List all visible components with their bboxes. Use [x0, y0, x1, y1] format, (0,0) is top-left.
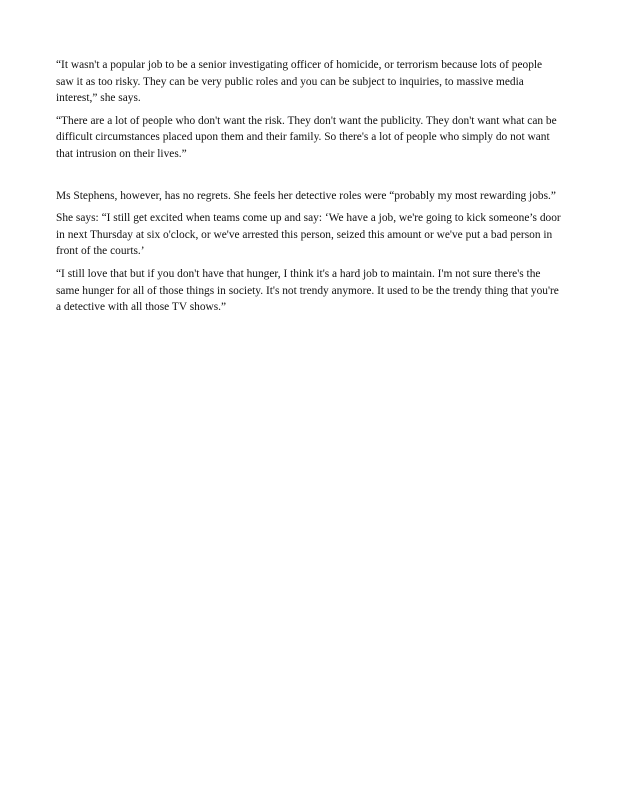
paragraph-still-excited: She says: “I still get excited when teams come up and say: ‘We have a job, we're going to kick someone’s door in next Thursday at six o'clock, or we've arrested this person, seized this amount or we've put a bad person in front of the courts.’ — [56, 212, 561, 258]
paragraph-popular-job: “It wasn't a popular job to be a senior investigating officer of homicide, or terrorism because lots of people saw it as too risky. They can be very public roles and you can be subject to inquiries, to massive media interest,” she says. — [56, 59, 543, 105]
article-body — [56, 57, 562, 322]
paragraph-hunger: “I still love that but if you don't have that hunger, I think it's a hard job to maintain. I'm not sure there's the same hunger for all of those things in society. It's not trendy anymore. It used to be the trendy thing that you're a detective with all those TV shows.” — [56, 267, 559, 314]
paragraph-no-regrets: Ms Stephens, however, has no regrets. She feels her detective roles were “probably my most rewarding jobs.” — [56, 189, 556, 202]
paragraph-risk-publicity: “There are a lot of people who don't want the risk. They don't want the publicity. They don't want what can be difficult circumstances placed upon them and their family. So there's a lot of people who simply do not want that intrusion on their lives.” — [56, 114, 557, 160]
